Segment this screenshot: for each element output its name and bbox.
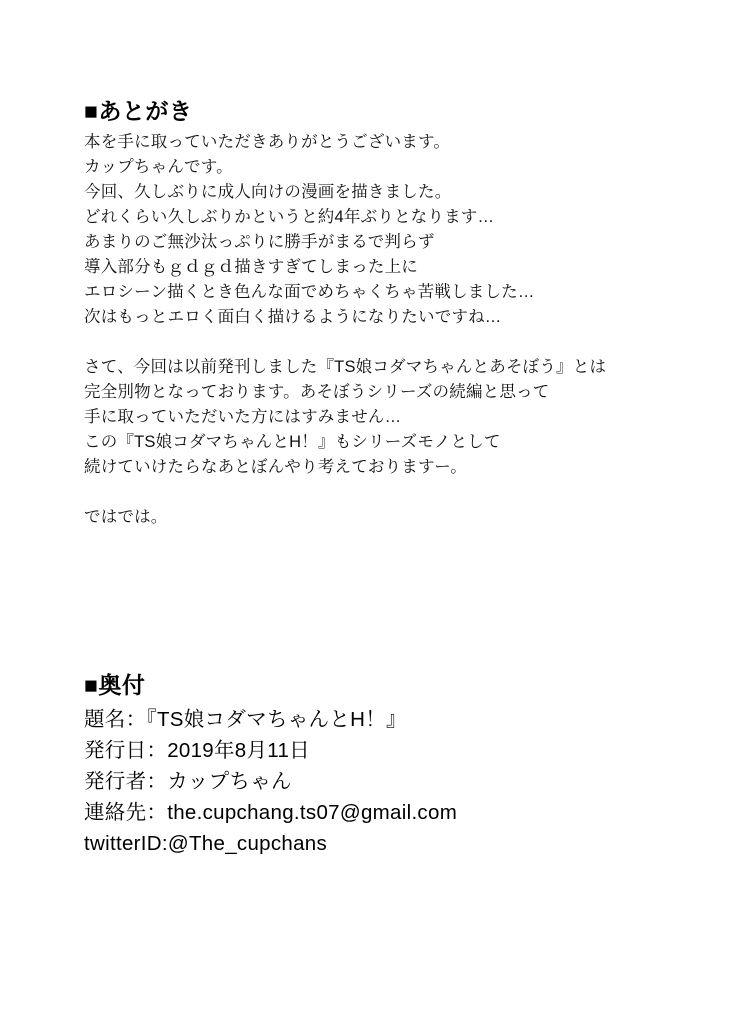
afterword-line: 次はもっとエロく面白く描けるようになりたいですね… <box>84 308 502 327</box>
colophon-section <box>84 672 684 859</box>
colophon-author-row: 発行者：カップちゃん <box>84 770 292 794</box>
colophon-twitter-row: twitterID:@The_cupchans <box>84 832 328 856</box>
paragraph-gap <box>84 330 684 355</box>
afterword-line: 今回、久しぶりに成人向けの漫画を描きました。 <box>84 183 452 202</box>
afterword-line: エロシーン描くとき色んな面でめちゃくちゃ苦戦しました… <box>84 283 535 302</box>
afterword-line: どれくらい久しぶりかというと約4年ぶりとなります… <box>84 208 495 227</box>
colophon-heading: ■奥付 <box>84 672 146 698</box>
afterword-line: 続けていけたらなあとぼんやり考えておりますー。 <box>84 458 467 477</box>
afterword-line: カップちゃんです。 <box>84 158 233 177</box>
afterword-line: 手に取っていただいた方にはすみません… <box>84 408 402 427</box>
colophon-date-row: 発行日：2019年8月11日 <box>84 739 310 763</box>
afterword-line: 導入部分もｇｄｇｄ描きすぎてしまった上に <box>84 258 418 277</box>
afterword-section <box>84 98 684 530</box>
colophon-title-row: 題名：『TS娘コダマちゃんとH！』 <box>84 708 407 732</box>
afterword-line: あまりのご無沙汰っぷりに勝手がまるで判らず <box>84 233 435 252</box>
afterword-line: さて、今回は以前発刊しました『TS娘コダマちゃんとあそぼう』とは <box>84 358 607 377</box>
paragraph-gap <box>84 480 684 505</box>
afterword-heading: ■あとがき <box>84 98 193 124</box>
afterword-line: 本を手に取っていただきありがとうございます。 <box>84 133 451 152</box>
colophon-contact-row: 連絡先：the.cupchang.ts07@gmail.com <box>84 801 458 825</box>
afterword-closing-line: ではでは。 <box>84 508 168 527</box>
afterword-line: 完全別物となっております。あそぼうシリーズの続編と思って <box>84 383 550 402</box>
afterword-line: この『TS娘コダマちゃんとH！』もシリーズモノとして <box>84 433 501 452</box>
